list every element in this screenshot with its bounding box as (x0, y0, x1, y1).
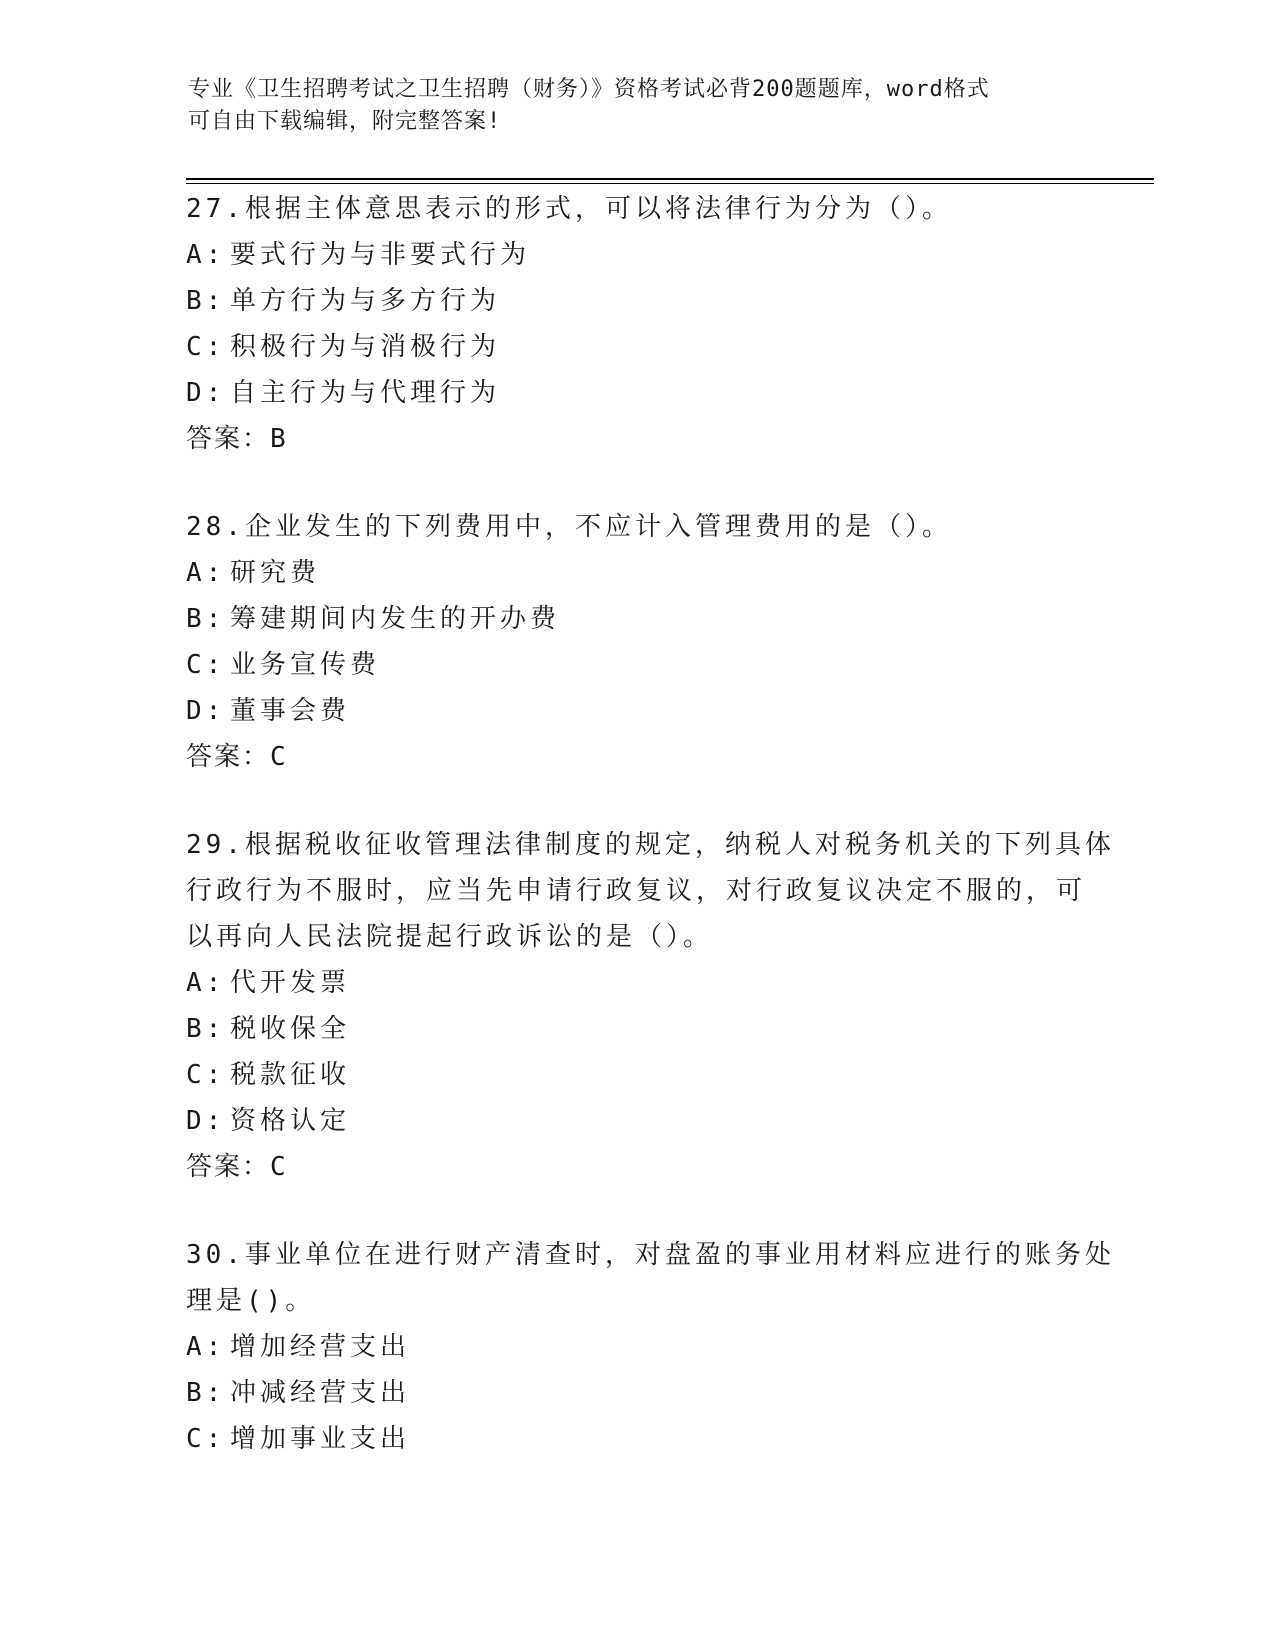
document-header (188, 74, 1088, 138)
option-letter: D: (186, 1106, 226, 1136)
answer-line (186, 1144, 1086, 1188)
option-letter: C: (186, 650, 226, 680)
option-text: 代开发票 (230, 968, 351, 998)
answer-value: C (270, 1152, 290, 1182)
option-b (186, 1370, 1086, 1416)
option-c (186, 642, 1086, 688)
option-text: 冲减经营支出 (230, 1378, 411, 1408)
option-b (186, 1006, 1086, 1052)
option-letter: C: (186, 1424, 226, 1454)
question-spacer (186, 460, 1086, 504)
option-d (186, 370, 1086, 416)
header-divider-thick (186, 178, 1154, 180)
option-text: 自主行为与代理行为 (230, 378, 501, 408)
answer-line (186, 734, 1086, 778)
option-text: 税款征收 (230, 1060, 351, 1090)
question-spacer (186, 1188, 1086, 1232)
question-28 (186, 504, 1086, 778)
option-c (186, 324, 1086, 370)
option-letter: A: (186, 1332, 226, 1362)
stem-line: 29.根据税收征收管理法律制度的规定，纳税人对税务机关的下列具体 (186, 830, 1115, 860)
option-letter: B: (186, 1014, 226, 1044)
option-a (186, 960, 1086, 1006)
question-30 (186, 1232, 1115, 1462)
option-letter: B: (186, 286, 226, 316)
question-stem (186, 186, 1086, 232)
option-letter: A: (186, 240, 226, 270)
header-divider-thin (186, 183, 1154, 184)
stem-line: 以再向人民法院提起行政诉讼的是（）。 (186, 922, 714, 952)
option-text: 筹建期间内发生的开办费 (230, 604, 561, 634)
question-list (186, 186, 1115, 1462)
option-b (186, 596, 1086, 642)
question-27 (186, 186, 1086, 460)
option-text: 研究费 (230, 558, 321, 588)
option-d (186, 688, 1086, 734)
answer-value: C (270, 742, 290, 772)
answer-label: 答案： (186, 423, 271, 453)
stem-line: 27.根据主体意思表示的形式，可以将法律行为分为（）。 (186, 194, 952, 224)
option-a (186, 232, 1086, 278)
question-spacer (186, 778, 1086, 822)
option-text: 单方行为与多方行为 (230, 286, 501, 316)
option-text: 增加事业支出 (230, 1424, 411, 1454)
option-letter: A: (186, 558, 226, 588)
stem-line: 28.企业发生的下列费用中，不应计入管理费用的是（）。 (186, 512, 952, 542)
answer-label: 答案： (186, 741, 271, 771)
option-letter: D: (186, 696, 226, 726)
stem-line: 理是()。 (186, 1286, 316, 1316)
question-29 (186, 822, 1115, 1188)
option-letter: C: (186, 332, 226, 362)
option-text: 税收保全 (230, 1014, 351, 1044)
option-letter: D: (186, 378, 226, 408)
option-letter: A: (186, 968, 226, 998)
option-text: 积极行为与消极行为 (230, 332, 501, 362)
answer-label: 答案： (186, 1151, 271, 1181)
answer-value: B (270, 424, 290, 454)
option-c (186, 1416, 1086, 1462)
option-a (186, 550, 1086, 596)
option-text: 董事会费 (230, 696, 351, 726)
option-b (186, 278, 1086, 324)
option-letter: B: (186, 604, 226, 634)
option-letter: B: (186, 1378, 226, 1408)
option-c (186, 1052, 1086, 1098)
header-line-2: 可自由下载编辑，附完整答案! (188, 109, 502, 134)
stem-line: 行政行为不服时，应当先申请行政复议，对行政复议决定不服的，可 (186, 876, 1087, 906)
option-d (186, 1098, 1086, 1144)
option-text: 业务宣传费 (230, 650, 381, 680)
question-stem (186, 504, 1086, 550)
option-a (186, 1324, 1086, 1370)
question-stem (186, 822, 1115, 960)
answer-line (186, 416, 1086, 460)
header-line-1: 专业《卫生招聘考试之卫生招聘（财务）》资格考试必背200题题库，word格式 (188, 77, 990, 102)
option-letter: C: (186, 1060, 226, 1090)
option-text: 要式行为与非要式行为 (230, 240, 531, 270)
question-stem (186, 1232, 1115, 1324)
option-text: 资格认定 (230, 1106, 351, 1136)
option-text: 增加经营支出 (230, 1332, 411, 1362)
stem-line: 30.事业单位在进行财产清查时，对盘盈的事业用材料应进行的账务处 (186, 1240, 1115, 1270)
